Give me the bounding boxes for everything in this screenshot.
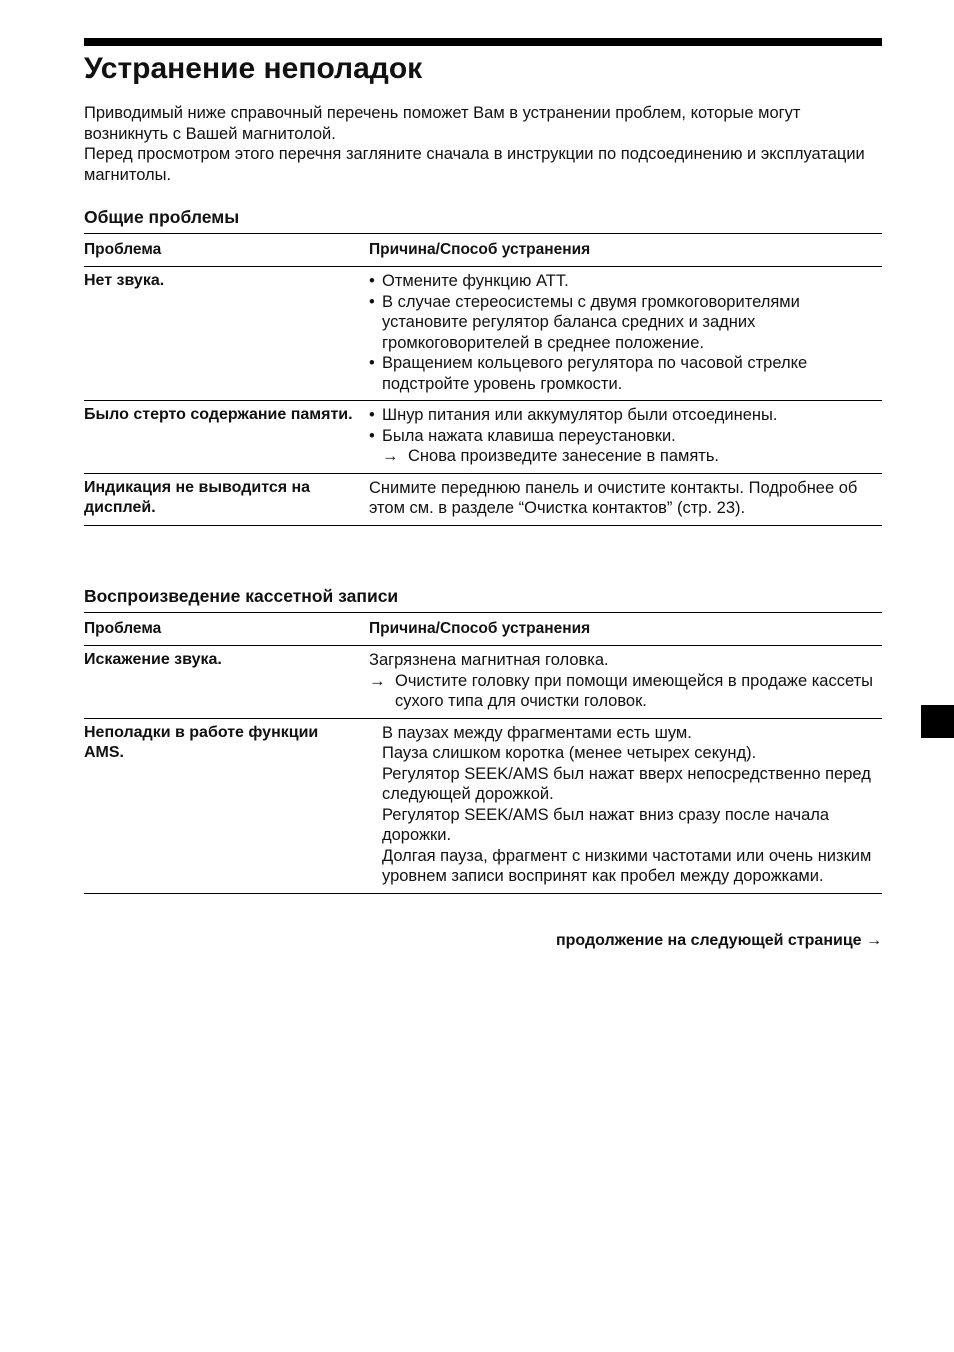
cause-cell: Снимите переднюю панель и очистите контакты. Подробнее об этом см. в разделе “Очистка контактов” (стр. 23). xyxy=(369,473,882,525)
cause-text: Загрязнена магнитная головка. xyxy=(369,651,609,669)
cause-list xyxy=(369,405,882,467)
cause-cell xyxy=(369,646,882,719)
list-item xyxy=(369,426,882,467)
top-rule xyxy=(84,38,882,46)
table-header-row xyxy=(84,234,882,267)
table-row xyxy=(84,646,882,719)
intro-paragraph: Перед просмотром этого перечня загляните сначала в инструкции по подсоединению и эксплуатации магнитолы. xyxy=(84,145,865,184)
cause-cell xyxy=(369,401,882,474)
table-header-row xyxy=(84,613,882,646)
page-title: Устранение неполадок xyxy=(84,52,423,85)
cause-line: В паузах между фрагментами есть шум. xyxy=(382,723,692,742)
table-row xyxy=(84,267,882,401)
column-header-problem: Проблема xyxy=(84,234,369,267)
table-row xyxy=(84,718,882,893)
list-item: • Вращением кольцевого регулятора по часовой стрелке подстройте уровень громкости. xyxy=(369,353,882,394)
column-header-cause: Причина/Способ устранения xyxy=(369,613,882,646)
remedy-text: Снова произведите занесение в память. xyxy=(408,447,720,465)
problem-cell: Нет звука. xyxy=(84,267,369,401)
problem-cell: Неполадки в работе функции AMS. xyxy=(84,718,369,893)
cause-line: Регулятор SEEK/AMS был нажат вниз сразу после начала дорожки. xyxy=(382,805,830,844)
remedy-line xyxy=(369,671,882,712)
list-item-text: • Была нажата клавиша переустановки. xyxy=(382,426,676,445)
column-header-cause: Причина/Способ устранения xyxy=(369,234,882,267)
intro-paragraph: Приводимый ниже справочный перечень поможет Вам в устранении проблем, которые могут возникнуть с Вашей магнитолой. xyxy=(84,104,801,143)
cause-cell xyxy=(369,267,882,401)
cause-lines xyxy=(369,723,882,887)
section-heading-general: Общие проблемы xyxy=(84,207,240,227)
general-problems-table xyxy=(84,233,882,526)
section-heading-cassette: Воспроизведение кассетной записи xyxy=(84,586,399,606)
column-header-problem: Проблема xyxy=(84,613,369,646)
side-tab-marker xyxy=(921,705,954,738)
continue-note: продолжение на следующей странице → xyxy=(555,932,882,949)
table-row xyxy=(84,401,882,474)
problem-cell: Было стерто содержание памяти. xyxy=(84,401,369,474)
remedy-text: Очистите головку при помощи имеющейся в продаже кассеты сухого типа для очистки головок. xyxy=(395,671,874,710)
cause-cell xyxy=(369,718,882,893)
list-item: • Шнур питания или аккумулятор были отсоединены. xyxy=(369,405,882,426)
table-row xyxy=(84,473,882,525)
arrow-right-icon: → xyxy=(369,671,386,690)
cause-line: Пауза слишком коротка (менее четырех секунд). xyxy=(382,744,757,762)
problem-cell: Искажение звука. xyxy=(84,646,369,719)
arrow-right-icon: → xyxy=(382,447,399,465)
problem-cell: Индикация не выводится на дисплей. xyxy=(84,473,369,525)
list-item: • В случае стереосистемы с двумя громкоговорителями установите регулятор баланса средних и задних громкоговорителей в среднее положение. xyxy=(369,292,882,354)
cause-list xyxy=(369,271,882,394)
cassette-problems-table xyxy=(84,612,882,894)
list-item: • Отмените функцию ATT. xyxy=(369,271,882,292)
intro-text xyxy=(84,103,882,185)
cause-line: Долгая пауза, фрагмент с низкими частотами или очень низким уровнем записи воспринят как пробел между дорожками. xyxy=(382,846,872,885)
remedy-line xyxy=(382,446,882,467)
cause-line: Регулятор SEEK/AMS был нажат вверх непосредственно перед следующей дорожкой. xyxy=(382,764,871,803)
